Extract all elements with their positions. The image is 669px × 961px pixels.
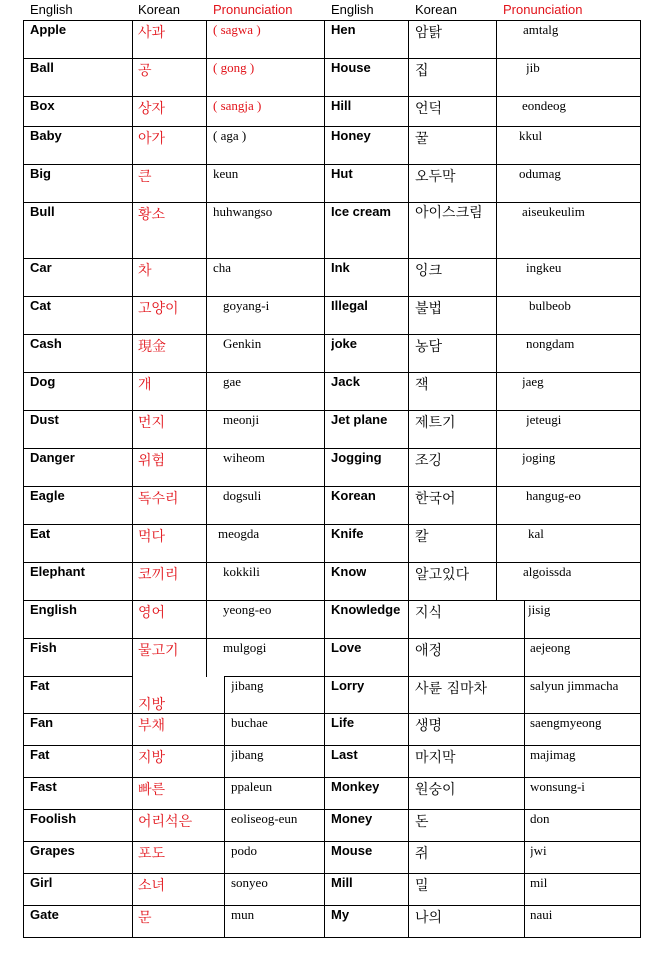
pronunciation: eoliseog-eun <box>231 811 298 826</box>
english-word: Honey <box>331 128 371 143</box>
korean-word: 황소 <box>138 207 166 223</box>
pronunciation: hangug-eo <box>526 488 581 503</box>
grid-line <box>23 524 641 525</box>
pronunciation: kokkili <box>223 564 260 579</box>
english-word: Monkey <box>331 779 380 794</box>
pronunciation: podo <box>231 843 257 858</box>
english-word: Fish <box>30 640 57 655</box>
grid-line <box>23 905 641 906</box>
grid-line <box>23 676 133 677</box>
korean-word: 불법 <box>415 301 443 317</box>
pronunciation: jeteugi <box>526 412 562 427</box>
grid-line <box>23 486 641 487</box>
grid-line <box>132 20 133 938</box>
english-word: Fan <box>30 715 54 730</box>
pronunciation: Genkin <box>223 336 262 351</box>
korean-word: 언덕 <box>415 101 443 117</box>
english-word: Knife <box>331 526 364 541</box>
pronunciation: naui <box>530 907 553 922</box>
korean-word: 사과 <box>138 25 166 41</box>
header-pronunciation-left: Pronunciation <box>213 2 293 17</box>
grid-line <box>324 20 325 938</box>
grid-line <box>23 562 641 563</box>
grid-line <box>23 841 641 842</box>
korean-word: 큰 <box>138 169 152 185</box>
english-word: Korean <box>331 488 376 503</box>
korean-word: 영어 <box>138 605 166 621</box>
korean-word: 지식 <box>415 605 443 621</box>
english-word: Danger <box>30 450 75 465</box>
korean-word: 잉크 <box>415 263 443 279</box>
pronunciation: jib <box>526 60 540 75</box>
grid-line <box>23 873 641 874</box>
grid-line <box>23 126 641 127</box>
korean-word: 생명 <box>415 718 443 734</box>
grid-line <box>23 96 641 97</box>
pronunciation: meogda <box>218 526 260 541</box>
english-word: My <box>331 907 350 922</box>
english-word: Ice cream <box>331 204 391 219</box>
korean-word: 한국어 <box>415 491 456 507</box>
korean-word: 부채 <box>138 718 166 734</box>
korean-word: 알고있다 <box>415 567 470 583</box>
grid-line <box>408 20 409 938</box>
korean-word: 농담 <box>415 339 443 355</box>
english-word: English <box>30 602 77 617</box>
english-word: Know <box>331 564 367 579</box>
english-word: Bull <box>30 204 55 219</box>
grid-line <box>23 258 641 259</box>
korean-word: 먼지 <box>138 415 166 431</box>
pronunciation: sonyeo <box>231 875 268 890</box>
english-word: Cash <box>30 336 62 351</box>
korean-word: 암탉 <box>415 25 443 41</box>
english-word: Grapes <box>30 843 75 858</box>
korean-word: 애정 <box>415 643 443 659</box>
grid-line <box>23 164 641 165</box>
english-word: Apple <box>30 22 67 37</box>
pronunciation: jwi <box>530 843 547 858</box>
korean-word: 포도 <box>138 846 166 862</box>
english-word: Eat <box>30 526 51 541</box>
pronunciation: wiheom <box>223 450 265 465</box>
pronunciation: jibang <box>231 747 264 762</box>
korean-word: 쥐 <box>415 846 429 862</box>
korean-word: 위험 <box>138 453 166 469</box>
pronunciation: mun <box>231 907 255 922</box>
pronunciation: kkul <box>519 128 543 143</box>
vocabulary-table <box>23 0 640 937</box>
header-korean-left: Korean <box>138 2 180 17</box>
english-word: Jogging <box>331 450 382 465</box>
pronunciation: ( sangja ) <box>213 98 262 113</box>
korean-word: 고양이 <box>138 301 179 317</box>
english-word: Cat <box>30 298 51 313</box>
pronunciation: huhwangso <box>213 204 273 219</box>
english-word: Knowledge <box>331 602 401 617</box>
pronunciation: dogsuli <box>223 488 262 503</box>
english-word: Fat <box>30 747 50 762</box>
korean-word: 사륜 짐마차 <box>415 681 488 697</box>
pronunciation: ppaleun <box>231 779 273 794</box>
korean-word: 지방 <box>138 750 166 766</box>
korean-word: 칼 <box>415 529 429 545</box>
korean-word: 現金 <box>138 339 166 355</box>
pronunciation: jaeg <box>522 374 544 389</box>
english-word: Jet plane <box>331 412 388 427</box>
grid-line <box>206 20 207 677</box>
pronunciation: joging <box>522 450 556 465</box>
korean-word: 나의 <box>415 910 443 926</box>
grid-line <box>23 937 641 938</box>
korean-word: 잭 <box>415 377 429 393</box>
grid-line <box>23 202 641 203</box>
pronunciation: majimag <box>530 747 576 762</box>
korean-word: 먹다 <box>138 529 166 545</box>
korean-word: 개 <box>138 377 152 393</box>
pronunciation: jisig <box>528 602 551 617</box>
pronunciation: ingkeu <box>526 260 562 275</box>
korean-word: 돈 <box>415 814 429 830</box>
english-word: Love <box>331 640 362 655</box>
grid-line <box>524 600 525 938</box>
korean-word: 소녀 <box>138 878 166 894</box>
korean-word: 아가 <box>138 131 166 147</box>
korean-word: 아이스크림 <box>415 205 483 221</box>
grid-line <box>224 676 641 677</box>
english-word: Dog <box>30 374 56 389</box>
grid-line <box>23 745 641 746</box>
grid-line <box>23 296 641 297</box>
pronunciation: bulbeob <box>529 298 571 313</box>
pronunciation: ( aga ) <box>213 128 247 143</box>
english-word: Jack <box>331 374 360 389</box>
korean-word: 물고기 <box>138 643 179 659</box>
pronunciation: aiseukeulim <box>522 204 585 219</box>
english-word: joke <box>331 336 358 351</box>
korean-word: 독수리 <box>138 491 179 507</box>
korean-word: 집 <box>415 63 429 79</box>
grid-line <box>23 638 641 639</box>
pronunciation: wonsung-i <box>530 779 585 794</box>
grid-line <box>23 58 641 59</box>
english-word: Gate <box>30 907 59 922</box>
english-word: Hut <box>331 166 353 181</box>
grid-line <box>23 410 641 411</box>
english-word: Life <box>331 715 355 730</box>
grid-line <box>23 372 641 373</box>
pronunciation: meonji <box>223 412 260 427</box>
korean-word: 오두막 <box>415 169 456 185</box>
pronunciation: amtalg <box>523 22 559 37</box>
korean-word: 밀 <box>415 878 429 894</box>
english-word: Mouse <box>331 843 373 858</box>
pronunciation: buchae <box>231 715 268 730</box>
grid-line <box>23 20 24 938</box>
pronunciation: mil <box>530 875 548 890</box>
english-word: Ball <box>30 60 54 75</box>
pronunciation: nongdam <box>526 336 575 351</box>
korean-word: 코끼리 <box>138 567 179 583</box>
korean-word: 제트기 <box>415 415 456 431</box>
english-word: Elephant <box>30 564 85 579</box>
grid-line <box>23 600 641 601</box>
grid-line <box>640 20 641 938</box>
pronunciation: saengmyeong <box>530 715 602 730</box>
grid-line <box>23 777 641 778</box>
grid-line <box>496 20 497 601</box>
pronunciation: ( gong ) <box>213 60 255 75</box>
header-english-right: English <box>331 2 374 17</box>
korean-word: 상자 <box>138 101 166 117</box>
english-word: Baby <box>30 128 62 143</box>
korean-word: 차 <box>138 263 152 279</box>
english-word: House <box>331 60 371 75</box>
english-word: Eagle <box>30 488 65 503</box>
english-word: Dust <box>30 412 59 427</box>
english-word: Last <box>331 747 358 762</box>
korean-word: 어리석은 <box>138 814 193 830</box>
grid-line <box>224 676 225 938</box>
pronunciation: algoissda <box>523 564 572 579</box>
english-word: Car <box>30 260 52 275</box>
korean-word: 꿀 <box>415 131 429 147</box>
korean-word: 지방 <box>138 697 166 713</box>
korean-word: 공 <box>138 63 152 79</box>
grid-line <box>23 809 641 810</box>
grid-line <box>23 448 641 449</box>
grid-line <box>23 713 641 714</box>
english-word: Hill <box>331 98 352 113</box>
pronunciation: eondeog <box>522 98 567 113</box>
korean-word: 조깅 <box>415 453 443 469</box>
english-word: Mill <box>331 875 353 890</box>
pronunciation: keun <box>213 166 239 181</box>
korean-word: 문 <box>138 910 152 926</box>
grid-line <box>23 334 641 335</box>
korean-word: 빠른 <box>138 782 166 798</box>
pronunciation: yeong-eo <box>223 602 272 617</box>
pronunciation: jibang <box>231 678 264 693</box>
pronunciation: gae <box>223 374 242 389</box>
english-word: Box <box>30 98 55 113</box>
pronunciation: aejeong <box>530 640 571 655</box>
english-word: Girl <box>30 875 53 890</box>
pronunciation: mulgogi <box>223 640 267 655</box>
pronunciation: odumag <box>519 166 561 181</box>
pronunciation: don <box>530 811 550 826</box>
english-word: Illegal <box>331 298 368 313</box>
pronunciation: ( sagwa ) <box>213 22 261 37</box>
pronunciation: cha <box>213 260 232 275</box>
header-pronunciation-right: Pronunciation <box>503 2 583 17</box>
english-word: Fast <box>30 779 57 794</box>
english-word: Hen <box>331 22 356 37</box>
english-word: Fat <box>30 678 50 693</box>
header-korean-right: Korean <box>415 2 457 17</box>
korean-word: 마지막 <box>415 750 456 766</box>
pronunciation: goyang-i <box>223 298 270 313</box>
pronunciation: kal <box>528 526 544 541</box>
english-word: Big <box>30 166 51 181</box>
english-word: Foolish <box>30 811 77 826</box>
korean-word: 원숭이 <box>415 782 456 798</box>
pronunciation: salyun jimmacha <box>530 678 619 693</box>
english-word: Ink <box>331 260 350 275</box>
english-word: Money <box>331 811 373 826</box>
grid-line <box>23 20 641 21</box>
english-word: Lorry <box>331 678 365 693</box>
header-english-left: English <box>30 2 73 17</box>
